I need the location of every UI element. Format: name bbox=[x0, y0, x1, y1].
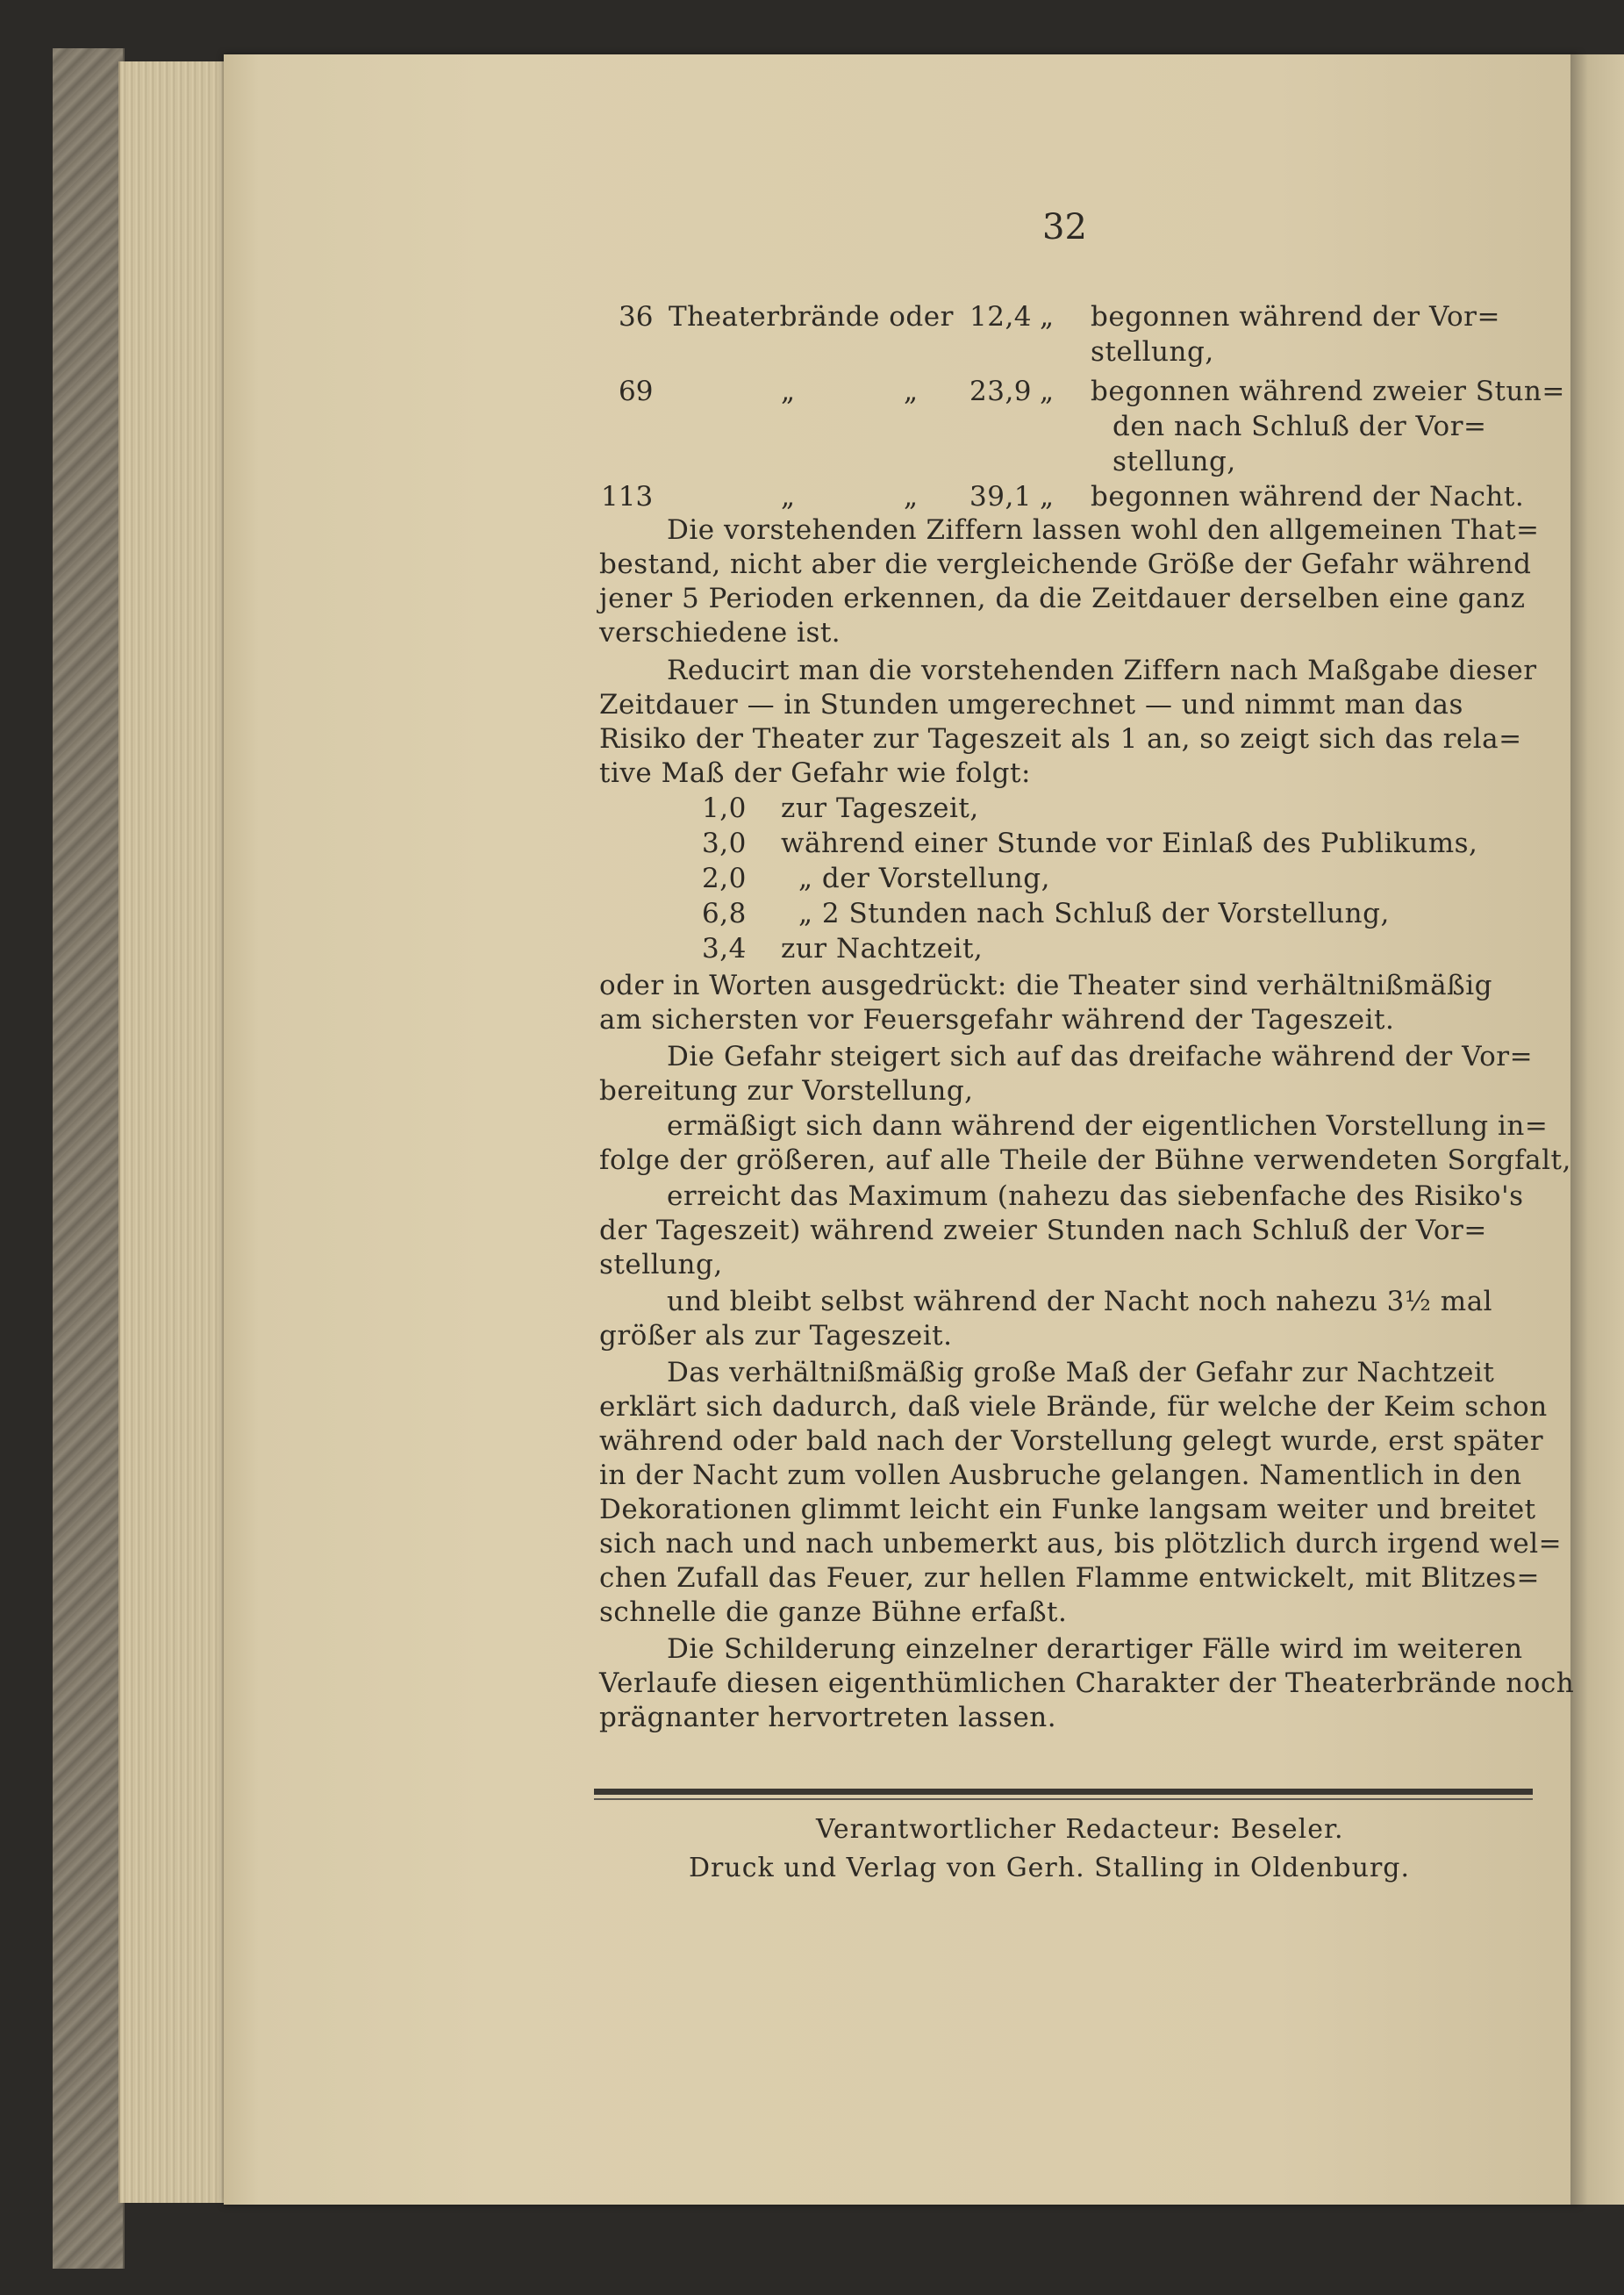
paragraph-line: erreicht das Maximum (nahezu das siebenfache des Risiko's bbox=[667, 1180, 1524, 1212]
row-text: stellung, bbox=[1091, 336, 1214, 368]
paragraph-line: Die Gefahr steigert sich auf das dreifache während der Vor= bbox=[667, 1041, 1534, 1072]
paragraph-line: Risiko der Theater zur Tageszeit als 1 an, so zeigt sich das rela= bbox=[599, 723, 1522, 755]
paragraph-line: Die Schilderung einzelner derartiger Fälle wird im weiteren bbox=[667, 1633, 1523, 1665]
paragraph-line: verschiedene ist. bbox=[599, 617, 841, 649]
row-ditto: „ bbox=[1040, 376, 1055, 407]
paragraph-line: schnelle die ganze Bühne erfaßt. bbox=[599, 1596, 1068, 1628]
footer-rule-thin bbox=[594, 1798, 1533, 1800]
paragraph-line: ermäßigt sich dann während der eigentlichen Vorstellung in= bbox=[667, 1110, 1549, 1142]
paragraph-line: oder in Worten ausgedrückt: die Theater sind verhältnißmäßig bbox=[599, 970, 1493, 1001]
ratio-text: zur Nachtzeit, bbox=[781, 933, 984, 965]
paragraph-line: Verlaufe diesen eigenthümlichen Charakter der Theaterbrände noch bbox=[599, 1667, 1575, 1699]
paragraph-line: folge der größeren, auf alle Theile der Bühne verwendeten Sorgfalt, bbox=[599, 1144, 1571, 1176]
paragraph-line: in der Nacht zum vollen Ausbruche gelangen. Namentlich in den bbox=[599, 1459, 1522, 1491]
ratio-value: 3,0 bbox=[702, 828, 747, 859]
paragraph-line: am sichersten vor Feuersgefahr während der Tageszeit. bbox=[599, 1004, 1395, 1036]
row-ditto: „ bbox=[1040, 301, 1055, 333]
paragraph-line: größer als zur Tageszeit. bbox=[599, 1320, 953, 1352]
row-label: „ bbox=[781, 376, 796, 407]
book-cover-edge bbox=[53, 48, 125, 2269]
footer-rule bbox=[594, 1789, 1533, 1795]
paragraph-line: Das verhältnißmäßig große Maß der Gefahr zur Nachtzeit bbox=[667, 1357, 1495, 1388]
paragraph-line: Zeitdauer — in Stunden umgerechnet — und nimmt man das bbox=[599, 689, 1463, 721]
page-stack-edge bbox=[118, 61, 234, 2203]
paragraph-line: tive Maß der Gefahr wie folgt: bbox=[599, 757, 1031, 789]
paragraph-line: jener 5 Perioden erkennen, da die Zeitdauer derselben eine ganz bbox=[599, 583, 1526, 614]
paragraph-line: bestand, nicht aber die vergleichende Größe der Gefahr während bbox=[599, 549, 1532, 580]
paragraph-line: erklärt sich dadurch, daß viele Brände, für welche der Keim schon bbox=[599, 1391, 1548, 1423]
row-count: 69 bbox=[619, 376, 654, 407]
row-label-ditto: „ bbox=[904, 481, 919, 513]
ratio-text: „ 2 Stunden nach Schluß der Vorstellung, bbox=[798, 898, 1390, 929]
row-label: „ bbox=[781, 481, 796, 513]
paragraph-line: Reducirt man die vorstehenden Ziffern nach Maßgabe dieser bbox=[667, 655, 1537, 686]
paragraph-line: bereitung zur Vorstellung, bbox=[599, 1075, 974, 1107]
row-percent: 23,9 bbox=[969, 376, 1033, 407]
page-number: 32 bbox=[1042, 207, 1087, 247]
paragraph-line: und bleibt selbst während der Nacht noch nahezu 3½ mal bbox=[667, 1286, 1493, 1317]
paragraph-line: der Tageszeit) während zweier Stunden nach Schluß der Vor= bbox=[599, 1215, 1487, 1246]
right-page-gutter bbox=[1570, 54, 1624, 2205]
paragraph-line: während oder bald nach der Vorstellung gelegt wurde, erst später bbox=[599, 1425, 1544, 1457]
paragraph-line: stellung, bbox=[599, 1249, 723, 1280]
row-text: stellung, bbox=[1112, 446, 1236, 477]
paragraph-line: chen Zufall das Feuer, zur hellen Flamme entwickelt, mit Blitzes= bbox=[599, 1562, 1541, 1594]
paragraph-line: sich nach und nach unbemerkt aus, bis plötzlich durch irgend wel= bbox=[599, 1528, 1563, 1560]
paragraph-line: prägnanter hervortreten lassen. bbox=[599, 1702, 1057, 1733]
row-percent: 12,4 bbox=[969, 301, 1033, 333]
ratio-value: 2,0 bbox=[702, 863, 747, 894]
ratio-text: während einer Stunde vor Einlaß des Publikums, bbox=[781, 828, 1478, 859]
ratio-value: 1,0 bbox=[702, 792, 747, 824]
row-count: 36 bbox=[619, 301, 654, 333]
paragraph-line: Dekorationen glimmt leicht ein Funke langsam weiter und breitet bbox=[599, 1494, 1536, 1525]
row-ditto: „ bbox=[1040, 481, 1055, 513]
ratio-text: „ der Vorstellung, bbox=[798, 863, 1050, 894]
row-percent: 39,1 bbox=[969, 481, 1033, 513]
footer-editor: Verantwortlicher Redacteur: Beseler. bbox=[816, 1814, 1344, 1845]
ratio-value: 6,8 bbox=[702, 898, 747, 929]
footer-printer: Druck und Verlag von Gerh. Stalling in Oldenburg. bbox=[689, 1853, 1411, 1883]
row-count: 113 bbox=[601, 481, 654, 513]
row-text: den nach Schluß der Vor= bbox=[1112, 411, 1487, 442]
row-label: Theaterbrände oder bbox=[669, 301, 954, 333]
ratio-text: zur Tageszeit, bbox=[781, 792, 979, 824]
ratio-value: 3,4 bbox=[702, 933, 747, 965]
row-text: begonnen während der Nacht. bbox=[1091, 481, 1525, 513]
row-label-ditto: „ bbox=[904, 376, 919, 407]
row-text: begonnen während der Vor= bbox=[1091, 301, 1500, 333]
row-text: begonnen während zweier Stun= bbox=[1091, 376, 1565, 407]
paragraph-line: Die vorstehenden Ziffern lassen wohl den allgemeinen That= bbox=[667, 514, 1540, 546]
